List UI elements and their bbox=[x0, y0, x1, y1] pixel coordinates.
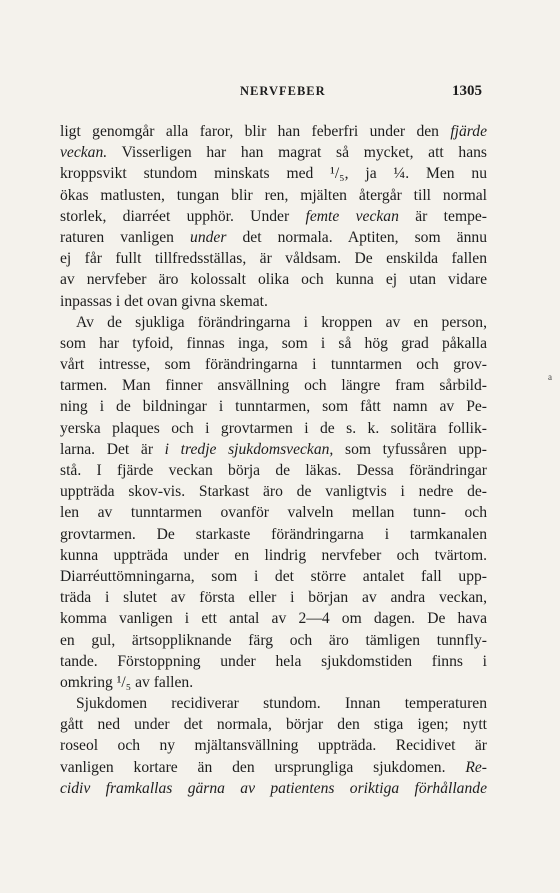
text-run: raturen vanligen bbox=[60, 228, 191, 246]
page-number: 1305 bbox=[452, 83, 482, 99]
text-line bbox=[60, 142, 487, 163]
text-line bbox=[60, 672, 487, 693]
text-run: ej får fullt tillfredsställas, är våldsam. De enskilda fallen bbox=[60, 250, 487, 268]
running-title: NERVFEBER bbox=[240, 84, 326, 98]
text-line bbox=[60, 375, 487, 396]
text-run: komma vanligen i ett antal av 2—4 om dagen. De hava bbox=[60, 610, 487, 628]
italic-text: femte veckan bbox=[305, 207, 399, 225]
text-run: ökas matlusten, tungan blir ren, mjälten återgår till normal bbox=[60, 186, 487, 204]
text-run: en gul, ärtsoppliknande färg och äro tämligen tunnfly- bbox=[60, 631, 487, 649]
text-run: är tempe- bbox=[398, 207, 487, 225]
italic-text: veckan. bbox=[60, 144, 108, 162]
text-line bbox=[60, 693, 487, 714]
italic-text: cidiv framkallas gärna av patientens oriktiga förhållande bbox=[60, 779, 487, 797]
text-run: grovtarmen. De starkaste förändringarna i tarmkanalen bbox=[60, 525, 487, 543]
text-line bbox=[60, 206, 487, 227]
text-line bbox=[60, 312, 487, 333]
text-run: vårt intresse, som förändringarna i tunntarmen och grov- bbox=[60, 356, 487, 374]
text-run: Diarréuttömningarna, som i det större antalet fall upp- bbox=[60, 567, 487, 585]
text-run: tarmen. Man finner ansvällning och längre fram sårbild- bbox=[60, 377, 487, 395]
text-line bbox=[60, 163, 487, 184]
text-line bbox=[60, 778, 487, 799]
text-line bbox=[60, 333, 487, 354]
text-run: som har tyfoid, finnas inga, som i så hög grad påkalla bbox=[60, 334, 487, 352]
text-run: omkring ¹/₅ av fallen. bbox=[60, 673, 194, 691]
text-run: vanligen kortare än den ursprungliga sjukdomen. bbox=[60, 758, 466, 776]
italic-text: Re- bbox=[465, 758, 487, 776]
text-line bbox=[60, 587, 487, 608]
text-run: som tyfussåren upp- bbox=[333, 440, 487, 458]
text-run: tande. Förstoppning under hela sjukdomstiden finns i bbox=[60, 652, 487, 670]
text-line bbox=[60, 121, 487, 142]
text-line bbox=[60, 291, 487, 312]
text-run: uppträda skov-vis. Starkast äro de vanligtvis i nedre de- bbox=[60, 483, 487, 501]
text-line bbox=[60, 396, 487, 417]
text-run: Visserligen har han magrat så mycket, att hans bbox=[107, 144, 487, 162]
italic-text: under bbox=[190, 228, 227, 246]
text-run: len av tunntarmen ovanför valveln mellan tunn- och bbox=[60, 504, 487, 522]
text-line bbox=[60, 502, 487, 523]
text-run: det normala. Aptiten, som ännu bbox=[226, 228, 487, 246]
italic-text: fjärde bbox=[450, 123, 487, 140]
text-run: Av de sjukliga förändringarna i kroppen av en person, bbox=[76, 313, 487, 331]
body-text bbox=[60, 121, 487, 799]
text-line bbox=[60, 524, 487, 545]
text-run: ning i de bildningar i tunntarmen, som fått namn av Pe- bbox=[60, 398, 487, 416]
text-line bbox=[60, 651, 487, 672]
text-line bbox=[60, 481, 487, 502]
text-line bbox=[60, 735, 487, 756]
text-line bbox=[60, 714, 487, 735]
text-line bbox=[60, 566, 487, 587]
text-line bbox=[60, 439, 487, 460]
text-line bbox=[60, 227, 487, 248]
text-line bbox=[60, 630, 487, 651]
text-run: roseol och ny mjältansvällning uppträda. Recidivet är bbox=[60, 737, 487, 755]
text-line bbox=[60, 418, 487, 439]
text-line bbox=[60, 354, 487, 375]
margin-mark: a bbox=[548, 372, 552, 382]
text-run: Sjukdomen recidiverar stundom. Innan temperaturen bbox=[76, 695, 487, 713]
text-line bbox=[60, 608, 487, 629]
text-run: storlek, diarréet upphör. Under bbox=[60, 207, 306, 225]
text-line bbox=[60, 269, 487, 290]
text-run: yerska plaques och i grovtarmen i de s. k. solitära follik- bbox=[60, 419, 487, 437]
text-run: kroppsvikt stundom minskats med ¹/₅, ja ¼. Men nu bbox=[60, 165, 487, 183]
text-run: av nervfeber äro kolossalt olika och kunna ej utan vidare bbox=[60, 271, 487, 289]
text-run: träda i slutet av första eller i början av andra veckan, bbox=[60, 589, 487, 607]
text-line bbox=[60, 248, 487, 269]
text-line bbox=[60, 185, 487, 206]
text-line bbox=[60, 460, 487, 481]
text-line bbox=[60, 757, 487, 778]
italic-text: i tredje sjukdomsveckan, bbox=[164, 440, 334, 458]
text-run: larna. Det är bbox=[60, 440, 165, 458]
text-run: gått ned under det normala, börjar den stiga igen; nytt bbox=[60, 716, 487, 734]
page-header bbox=[60, 84, 500, 106]
text-line bbox=[60, 545, 487, 566]
text-run: ligt genomgår alla faror, blir han feberfri under den bbox=[60, 123, 451, 140]
text-run: inpassas i det ovan givna skemat. bbox=[60, 292, 268, 310]
text-run: kunna uppträda under en lindrig nervfeber och tvärtom. bbox=[60, 546, 487, 564]
text-run: stå. I fjärde veckan börja de läkas. Dessa förändringar bbox=[60, 462, 487, 479]
